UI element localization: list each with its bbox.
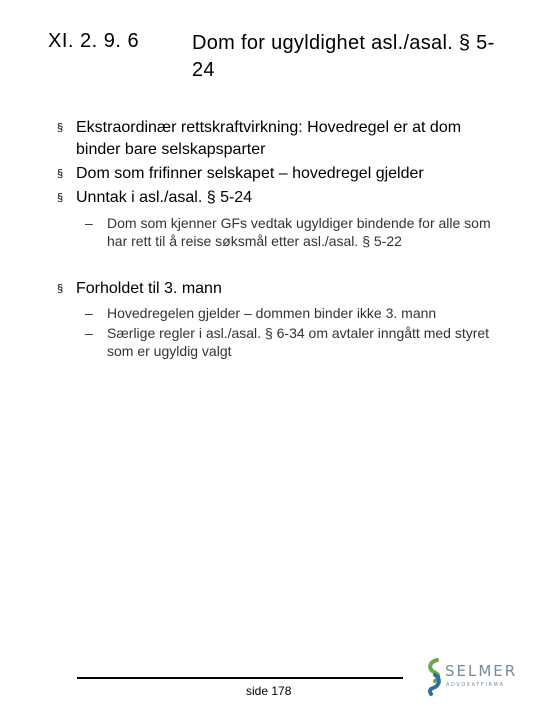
bullet-marker: § bbox=[57, 122, 64, 134]
sub-bullet-text: Hovedregelen gjelder – dommen binder ikke 3. mann bbox=[107, 305, 437, 321]
footer-rule bbox=[77, 677, 403, 679]
selmer-logo-icon bbox=[425, 657, 445, 697]
bullet-marker: § bbox=[57, 168, 64, 180]
bullet-text: Unntak i asl./asal. § 5-24 bbox=[76, 189, 253, 206]
bullet-text: Forholdet til 3. mann bbox=[76, 280, 222, 297]
bullet-text: Ekstraordinær rettskraftvirkning: Hovedregel er at dom binder bare selskapsparter bbox=[76, 119, 462, 158]
logo-wordmark: SELMER bbox=[445, 662, 518, 680]
sub-bullet-text: Dom som kjenner GFs vedtak ugyldiger bindende for alle som har rett til å reise søksmål etter asl./asal. § 5-22 bbox=[107, 215, 491, 249]
selmer-logo bbox=[425, 657, 518, 697]
section-number: XI. 2. 9. 6 bbox=[48, 30, 140, 52]
page-number: side 178 bbox=[246, 684, 292, 698]
sub-bullet-marker: – bbox=[85, 325, 93, 341]
sub-bullet-marker: – bbox=[85, 305, 93, 321]
sub-bullet-text: Særlige regler i asl./asal. § 6-34 om avtaler inngått med styret som er ugyldig valgt bbox=[107, 325, 490, 359]
logo-subtext: ADVOKATFIRMA bbox=[446, 682, 505, 688]
bullet-marker: § bbox=[57, 192, 64, 204]
slide-title: Dom for ugyldighet asl./asal. § 5-24 bbox=[192, 32, 495, 81]
sub-bullet-marker: – bbox=[85, 215, 93, 231]
bullet-marker: § bbox=[57, 283, 64, 295]
bullet-text: Dom som frifinner selskapet – hovedregel gjelder bbox=[76, 165, 424, 182]
